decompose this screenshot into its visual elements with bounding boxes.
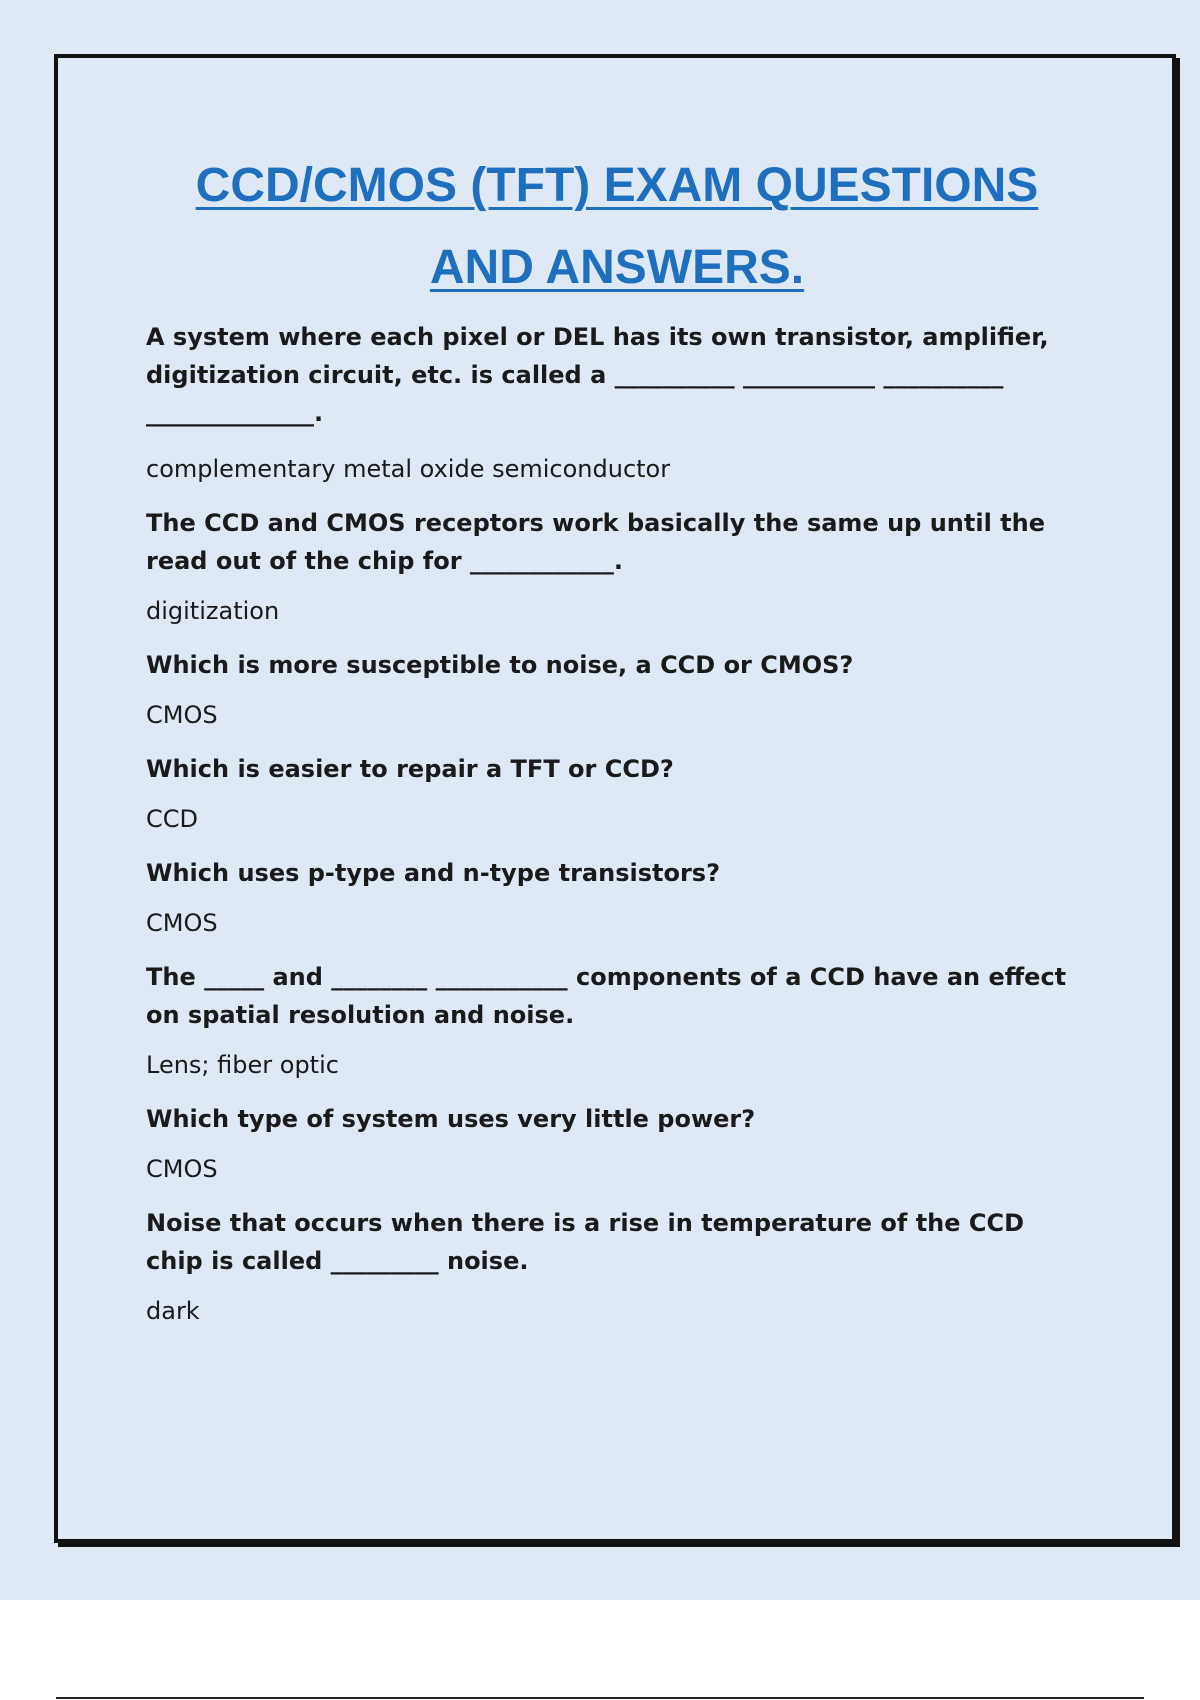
document-title (0, 145, 1200, 309)
question-5: Which uses p-type and n-type transistors? (146, 859, 720, 887)
title-line-1: CCD/CMOS (TFT) EXAM QUESTIONS (195, 159, 1039, 212)
qa-list (146, 318, 1086, 1346)
question-4: Which is easier to repair a TFT or CCD? (146, 755, 674, 783)
answer-8: dark (146, 1297, 200, 1325)
question-6: The _____ and ________ ___________ components of a CCD have an effect on spatial resolution and noise. (146, 963, 1067, 1029)
question-7: Which type of system uses very little power? (146, 1105, 756, 1133)
question-1: A system where each pixel or DEL has its own transistor, amplifier, digitization circuit, etc. is called a __________ ___________ __________ ______________. (146, 323, 1049, 427)
answer-5: CMOS (146, 909, 218, 937)
question-8: Noise that occurs when there is a rise in temperature of the CCD chip is called _________ noise. (146, 1209, 1025, 1275)
answer-7: CMOS (146, 1155, 218, 1183)
footer-rule (56, 1697, 1144, 1699)
answer-6: Lens; fiber optic (146, 1051, 339, 1079)
question-3: Which is more susceptible to noise, a CCD or CMOS? (146, 651, 854, 679)
answer-2: digitization (146, 597, 280, 625)
answer-4: CCD (146, 805, 198, 833)
answer-1: complementary metal oxide semiconductor (146, 455, 671, 483)
title-line-2: AND ANSWERS. (429, 241, 805, 294)
question-2: The CCD and CMOS receptors work basically the same up until the read out of the chip for ____________. (146, 509, 1045, 575)
answer-3: CMOS (146, 701, 218, 729)
